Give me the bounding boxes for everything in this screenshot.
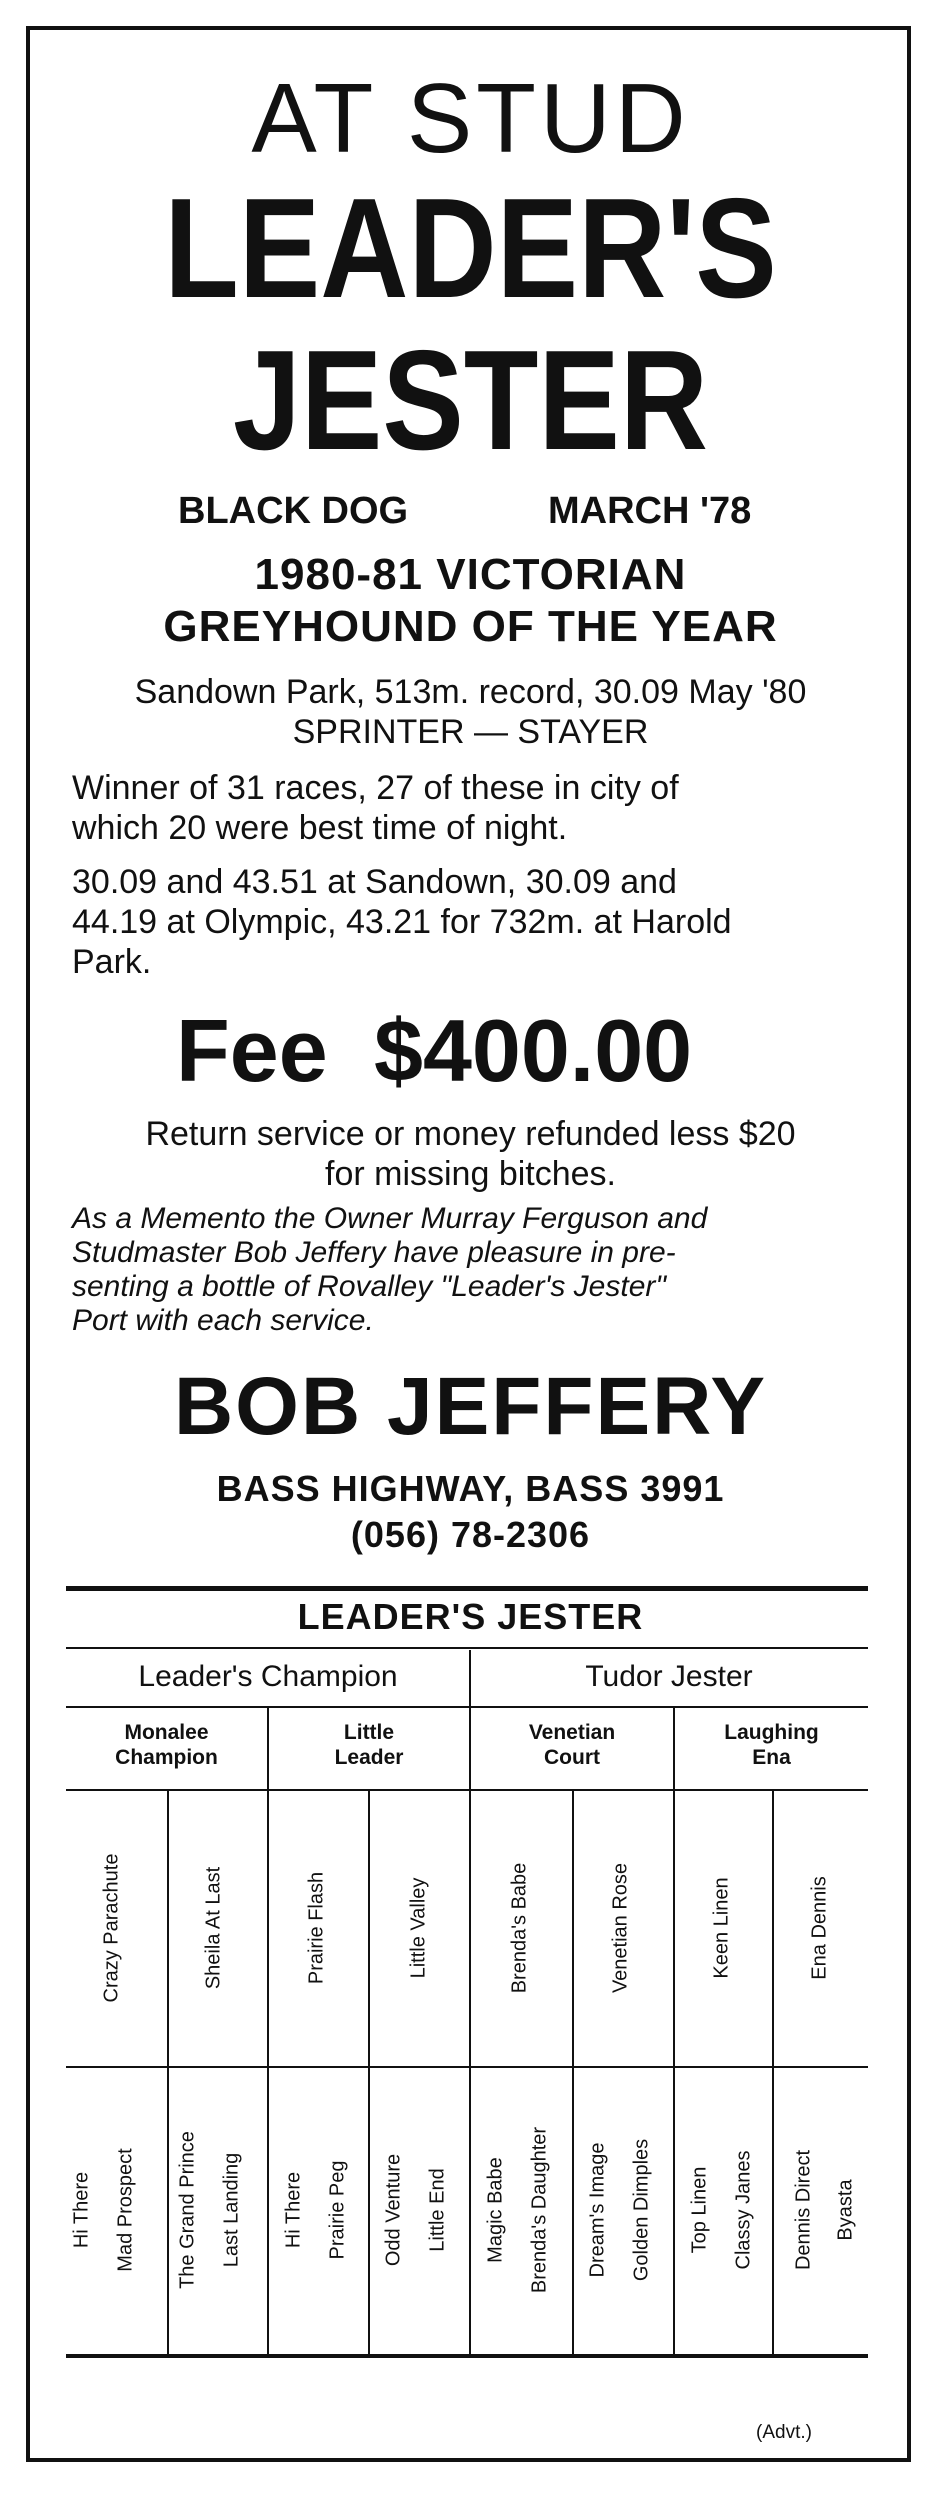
times-line1: 30.09 and 43.51 at Sandown, 30.09 and <box>72 863 677 901</box>
wins-line2: which 20 were best time of night. <box>72 809 568 847</box>
studmaster-phone: (056) 78-2306 <box>350 1514 591 1555</box>
memento-line4: Port with each service. <box>72 1304 374 1337</box>
grandparent-monalee-champion: Monalee Champion <box>115 1721 218 1769</box>
studmaster-address: BASS HIGHWAY, BASS 3991 <box>216 1468 725 1509</box>
dam-name: Tudor Jester <box>585 1660 753 1693</box>
dam-grandparents-divider <box>673 1708 675 2356</box>
dog-name-line2: JESTER <box>232 321 709 480</box>
pedigree-title: LEADER'S JESTER <box>297 1596 644 1637</box>
great-great-grandparent: Byasta <box>834 2179 857 2241</box>
great-great-grandparent: Last Landing <box>220 2152 243 2268</box>
type-text: SPRINTER — STAYER <box>292 713 649 751</box>
great-grandparents-rule <box>66 2066 868 2068</box>
great-grandparent: Prairie Flash <box>305 1871 328 1985</box>
colour-label: BLACK DOG <box>178 490 409 532</box>
great-grandparent: Ena Dennis <box>808 1876 831 1980</box>
great-grandparent: Venetian Rose <box>609 1862 632 1994</box>
memento-line2: Studmaster Bob Jeffery have pleasure in pre- <box>72 1236 676 1269</box>
grandparent-venetian-court: Venetian Court <box>528 1721 616 1769</box>
great-grandparent: Sheila At Last <box>202 1866 225 1990</box>
times-line3: Park. <box>72 943 152 981</box>
great-great-grandparent: Mad Prospect <box>114 2148 137 2272</box>
studmaster-name: BOB JEFFERY <box>173 1361 768 1452</box>
great-grandparent: Little Valley <box>407 1877 430 1979</box>
memento-line3: senting a bottle of Rovalley "Leader's Jester" <box>72 1270 667 1303</box>
gen3-divider-2 <box>368 1791 370 2356</box>
great-grandparent: Brenda's Babe <box>508 1862 531 1994</box>
fee-label: Fee <box>176 1001 328 1100</box>
sire-grandparents-divider <box>267 1708 269 2356</box>
gen3-divider-4 <box>772 1791 774 2356</box>
great-great-grandparent: Hi There <box>70 2171 93 2249</box>
great-great-grandparent: Odd Venture <box>382 2153 405 2267</box>
great-grandparent: Crazy Parachute <box>100 1853 123 2003</box>
great-great-grandparent: Dennis Direct <box>792 2149 815 2271</box>
pedigree-top-rule <box>66 1586 868 1591</box>
grandparent-laughing-ena: Laughing Ena <box>724 1721 819 1769</box>
gen3-divider-1 <box>167 1791 169 2356</box>
great-great-grandparent: Prairie Peg <box>326 2160 349 2260</box>
great-grandparent: Keen Linen <box>710 1877 733 1979</box>
memento-line1: As a Memento the Owner Murray Ferguson and <box>72 1202 708 1235</box>
great-great-grandparent: The Grand Prince <box>176 2131 199 2289</box>
award-line1: 1980-81 VICTORIAN <box>254 550 687 599</box>
great-great-grandparent: Brenda's Daughter <box>528 2126 551 2294</box>
wins-line1: Winner of 31 races, 27 of these in city of <box>72 769 679 807</box>
great-great-grandparent: Golden Dimples <box>630 2138 653 2282</box>
pedigree-bottom-rule <box>66 2354 868 2358</box>
great-great-grandparent: Little End <box>426 2168 449 2252</box>
great-great-grandparent: Hi There <box>282 2171 305 2249</box>
return-line2: for missing bitches. <box>325 1155 616 1193</box>
great-great-grandparent: Magic Babe <box>484 2157 507 2263</box>
great-great-grandparent: Top Linen <box>688 2166 711 2254</box>
times-line2: 44.19 at Olympic, 43.21 for 732m. at Harold <box>72 903 732 941</box>
advertisement-label: (Advt.) <box>756 2422 812 2443</box>
at-stud-heading: AT STUD <box>251 63 690 173</box>
return-line1: Return service or money refunded less $20 <box>145 1115 796 1153</box>
grandparents-rule <box>66 1789 868 1791</box>
grandparent-little-leader: Little Leader <box>334 1721 404 1769</box>
great-great-grandparent: Classy Janes <box>732 2150 755 2270</box>
record-text: Sandown Park, 513m. record, 30.09 May '80 <box>134 673 807 711</box>
born-label: MARCH '78 <box>548 490 752 532</box>
fee-amount: $400.00 <box>374 1001 693 1100</box>
award-line2: GREYHOUND OF THE YEAR <box>163 602 778 651</box>
pedigree-title-rule <box>66 1647 868 1649</box>
gen3-divider-3 <box>572 1791 574 2356</box>
sire-dam-rule <box>66 1706 868 1708</box>
great-great-grandparent: Dream's Image <box>586 2142 609 2278</box>
sire-name: Leader's Champion <box>138 1660 398 1693</box>
dog-name-line1: LEADER'S <box>164 169 777 328</box>
